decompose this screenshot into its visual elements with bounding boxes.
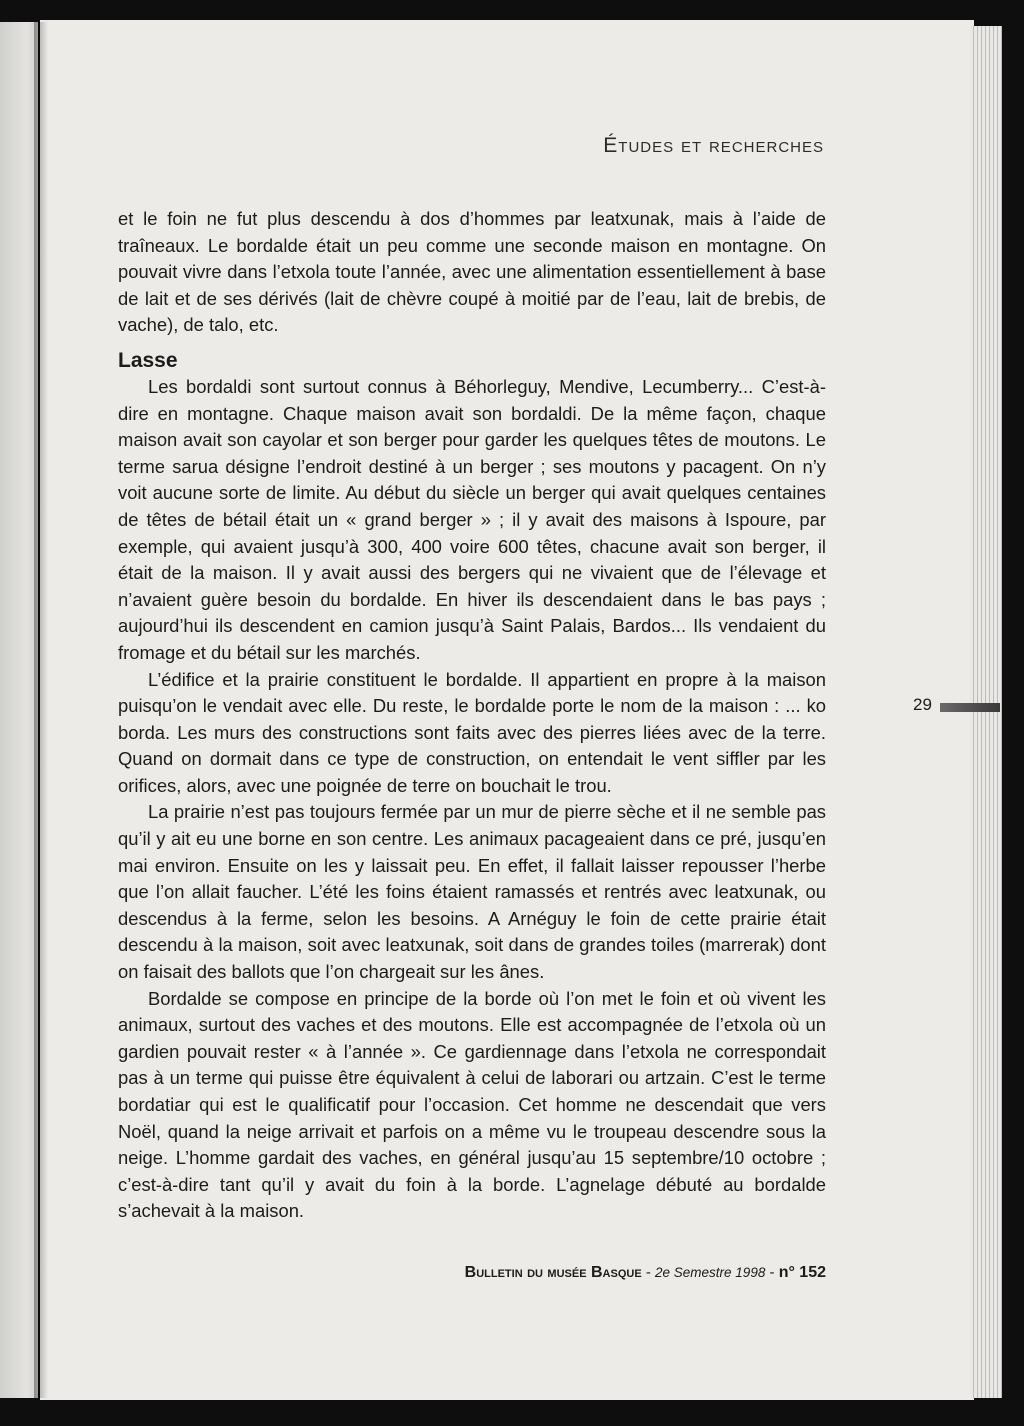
- paragraph: et le foin ne fut plus descendu à dos d’hommes par leatxunak, mais à l’aide de traîneaux. Le bordalde était un peu comme une seconde maison en montagne. On pouvait vivre dans l’etxola toute l’année, avec une alimentation essentiellement à base de lait et de ses dérivés (lait de chèvre coupé à moitié par de l’eau, lait de brebis, de vache), de talo, etc.: [118, 208, 826, 336]
- footer-separator: -: [765, 1264, 779, 1281]
- page-number: 29: [913, 695, 932, 714]
- facing-page-edge: [0, 22, 38, 1398]
- paragraph: Bordalde se compose en principe de la borde où l’on met le foin et où vivent les animaux, surtout des vaches et des moutons. Elle est accompagnée de l’etxola où un gardien pouvait rester « à l’année ». Ce gardiennage dans l’etxola ne correspondait pas à un terme qui puisse être équivalent à celui de laborari ou artzain. C’est le terme bordatiar qui est le qualificatif pour l’occasion. Cet homme ne descendait que vers Noël, quand la neige arrivait et parfois on a même vu le troupeau descendre sous la neige. L’homme gardait des vaches, en général jusqu’au 15 septembre/10 octobre ; c’est-à-dire tant qu’il y avait du foin à la borde. L’agnelage débuté au bordalde s’achevait à la maison.: [118, 987, 826, 1222]
- page-tab-marker: [940, 703, 1000, 712]
- body-text: [118, 206, 826, 1225]
- running-head: Études et recherches: [603, 134, 824, 157]
- footer-separator: -: [641, 1264, 656, 1281]
- paragraph: Les bordaldi sont surtout connus à Béhorleguy, Mendive, Lecumberry... C’est-à-dire en montagne. Chaque maison avait son bordaldi. De la même façon, chaque maison avait son cayolar et son berger pour garder les quelques têtes de moutons. Le terme sarua désigne l’endroit destiné à un berger ; ses moutons y pacagent. On n’y voit aucune sorte de limite. Au début du siècle un berger qui avait quelques centaines de têtes de bétail était un « grand berger » ; il y avait des maisons à Ispoure, par exemple, qui avaient jusqu’à 300, 400 voire 600 têtes, chacune avait son berger, il était de la maison. Il y avait aussi des bergers qui ne vivaient que de l’élevage et n’avaient guère besoin du bordalde. En hiver ils descendaient dans le bas pays ; aujourd’hui ils descendent en camion jusqu’à Saint Palais, Bardos... Ils vendaient du fromage et du bétail sur les marchés.: [118, 375, 826, 663]
- footer-journal: Bulletin du musée Basque: [464, 1264, 642, 1281]
- section-heading: Lasse: [118, 348, 178, 372]
- footer-semester: 2e Semestre 1998: [655, 1265, 766, 1280]
- paragraph: La prairie n’est pas toujours fermée par un mur de pierre sèche et il ne semble pas qu’il y ait eu une borne en son centre. Les animaux pacageaient dans ce pré, jusqu’en mai environ. Ensuite on les y laissait peu. En effet, il fallait laisser repousser l’herbe que l’on allait faucher. L’été les foins étaient ramassés et rentrés avec leatxunak, ou descendus à la ferme, selon les besoins. A Arnéguy le foin de cette prairie était descendu à la maison, soit avec leatxunak, soit dans de grandes toiles (marrerak) dont on faisait des ballots que l’on chargeait sur les ânes.: [118, 801, 826, 983]
- page-stack-edges: [970, 26, 1002, 1398]
- paragraph: L’édifice et la prairie constituent le bordalde. Il appartient en propre à la maison puisqu’on le vendait avec elle. Du reste, le bordalde porte le nom de la maison : ... ko borda. Les murs des constructions sont faits avec des pierres liées avec de la terre. Quand on dormait dans ce type de construction, on entendait le vent siffler par les orifices, alors, avec une poignée de terre on bouchait le trou.: [118, 668, 826, 796]
- footer-issue: n° 152: [778, 1264, 826, 1281]
- gutter-shadow: [34, 22, 48, 1398]
- footer: [465, 1264, 826, 1282]
